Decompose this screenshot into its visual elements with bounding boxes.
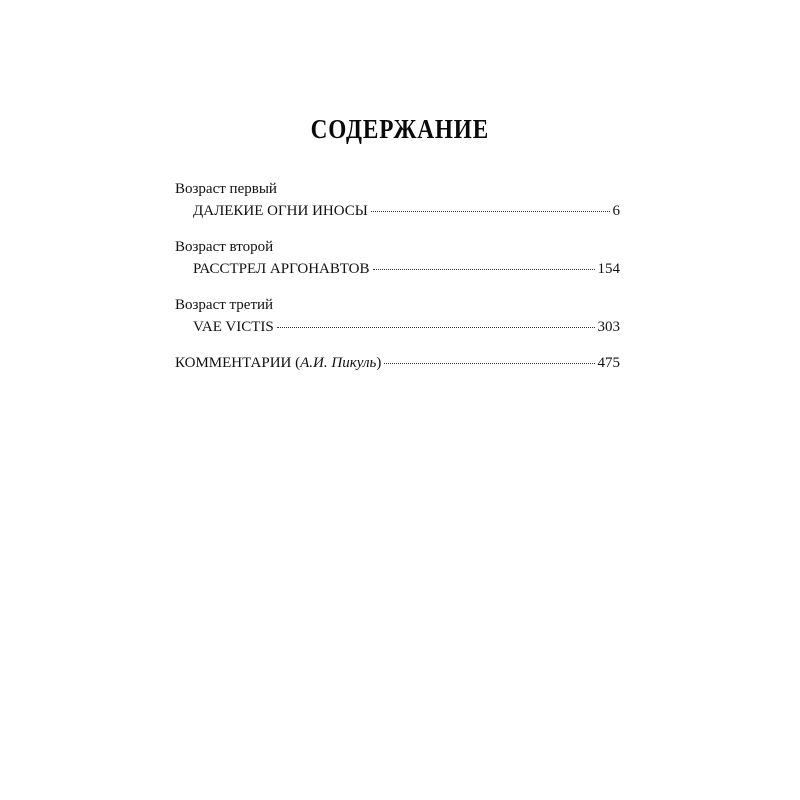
entry-title: ДАЛЕКИЕ ОГНИ ИНОСЫ — [193, 203, 368, 219]
entry-title — [175, 352, 381, 374]
toc-entry-commentary[interactable] — [175, 352, 620, 374]
toc-section-2 — [175, 236, 620, 280]
section-heading: Возраст первый — [175, 181, 277, 197]
page-title: СОДЕРЖАНИЕ — [310, 114, 490, 144]
page-number: 154 — [597, 261, 620, 277]
table-of-contents — [175, 178, 620, 374]
toc-entry[interactable] — [175, 200, 620, 222]
commentary-title: КОММЕНТАРИИ — [175, 355, 292, 371]
author-name: А.И. Пикуль — [300, 355, 377, 371]
dot-leader — [373, 269, 595, 270]
author-open-paren: ( — [295, 355, 301, 371]
toc-section-1 — [175, 178, 620, 222]
section-heading: Возраст второй — [175, 239, 274, 255]
dot-leader — [384, 363, 594, 364]
dot-leader — [277, 327, 595, 328]
page-number: 475 — [597, 355, 620, 371]
toc-section-3 — [175, 294, 620, 338]
author-close-paren: ) — [376, 355, 382, 371]
entry-title: VAE VICTIS — [193, 319, 274, 335]
page-number: 303 — [597, 319, 620, 335]
dot-leader — [371, 211, 610, 212]
toc-entry[interactable] — [175, 316, 620, 338]
page-number: 6 — [612, 203, 620, 219]
entry-title: РАССТРЕЛ АРГОНАВТОВ — [193, 261, 370, 277]
section-heading: Возраст третий — [175, 297, 274, 313]
toc-entry[interactable] — [175, 258, 620, 280]
